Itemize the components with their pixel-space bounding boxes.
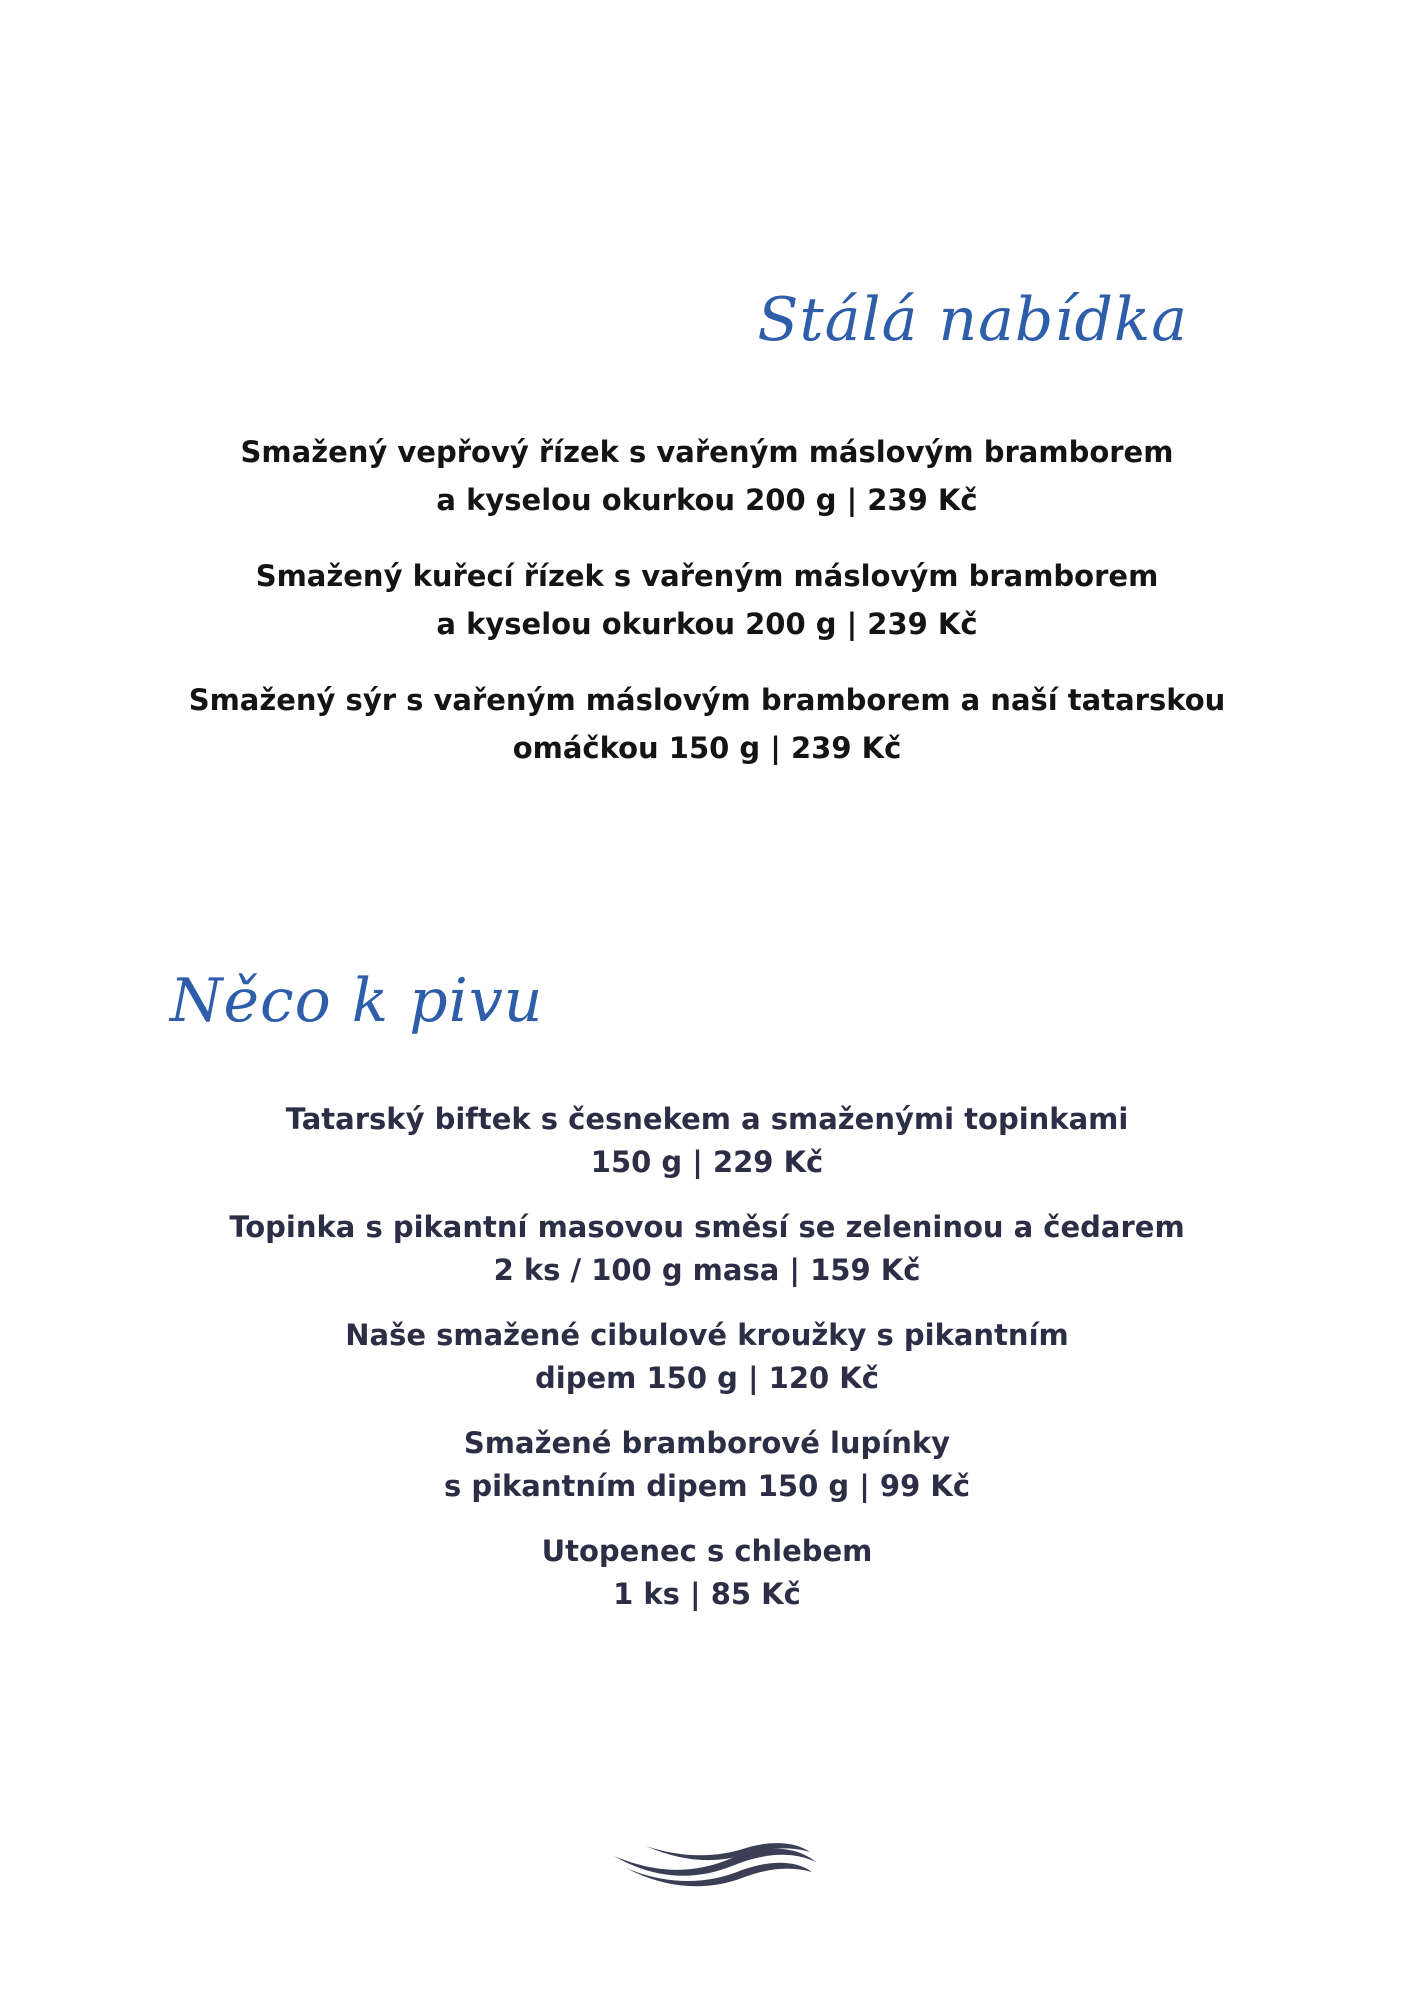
menu-item	[0, 1530, 1414, 1616]
menu-item	[0, 1098, 1414, 1184]
menu-item	[0, 552, 1414, 648]
menu-item-name: Naše smažené cibulové kroužky s pikantním	[345, 1318, 1069, 1352]
menu-item-name: Smažený kuřecí řízek s vařeným máslovým bramborem	[255, 559, 1159, 593]
menu-item-detail: 2 ks / 100 g masa | 159 Kč	[493, 1253, 921, 1287]
menu-item-detail: a kyselou okurkou 200 g | 239 Kč	[436, 483, 978, 517]
menu-item	[0, 428, 1414, 524]
menu-item-detail: 1 ks | 85 Kč	[613, 1577, 801, 1611]
wave-ornament-icon	[612, 1838, 818, 1890]
menu-item-detail: a kyselou okurkou 200 g | 239 Kč	[436, 607, 978, 641]
menu-item-name: Utopenec s chlebem	[541, 1534, 873, 1568]
menu-item-detail: 150 g | 229 Kč	[590, 1145, 824, 1179]
menu-item	[0, 1422, 1414, 1508]
menu-item-name: Smažený sýr s vařeným máslovým bramborem a naší tatarskou	[188, 683, 1226, 717]
section-title-neco-k-pivu: Něco k pivu	[170, 966, 544, 1036]
menu-item	[0, 1206, 1414, 1292]
menu-item-name: Tatarský biftek s česnekem a smaženými topinkami	[285, 1102, 1129, 1136]
section-title-stala-nabidka: Stálá nabídka	[757, 285, 1188, 355]
menu-item-detail: s pikantním dipem 150 g | 99 Kč	[443, 1469, 971, 1503]
menu-item-name: Smažený vepřový řízek s vařeným máslovým bramborem	[240, 435, 1174, 469]
menu-item-detail: dipem 150 g | 120 Kč	[535, 1361, 879, 1395]
menu-item	[0, 676, 1414, 772]
menu-item-name: Smažené bramborové lupínky	[463, 1426, 951, 1460]
menu-item	[0, 1314, 1414, 1400]
menu-item-detail: omáčkou 150 g | 239 Kč	[512, 731, 902, 765]
menu-item-name: Topinka s pikantní masovou směsí se zeleninou a čedarem	[229, 1210, 1185, 1244]
